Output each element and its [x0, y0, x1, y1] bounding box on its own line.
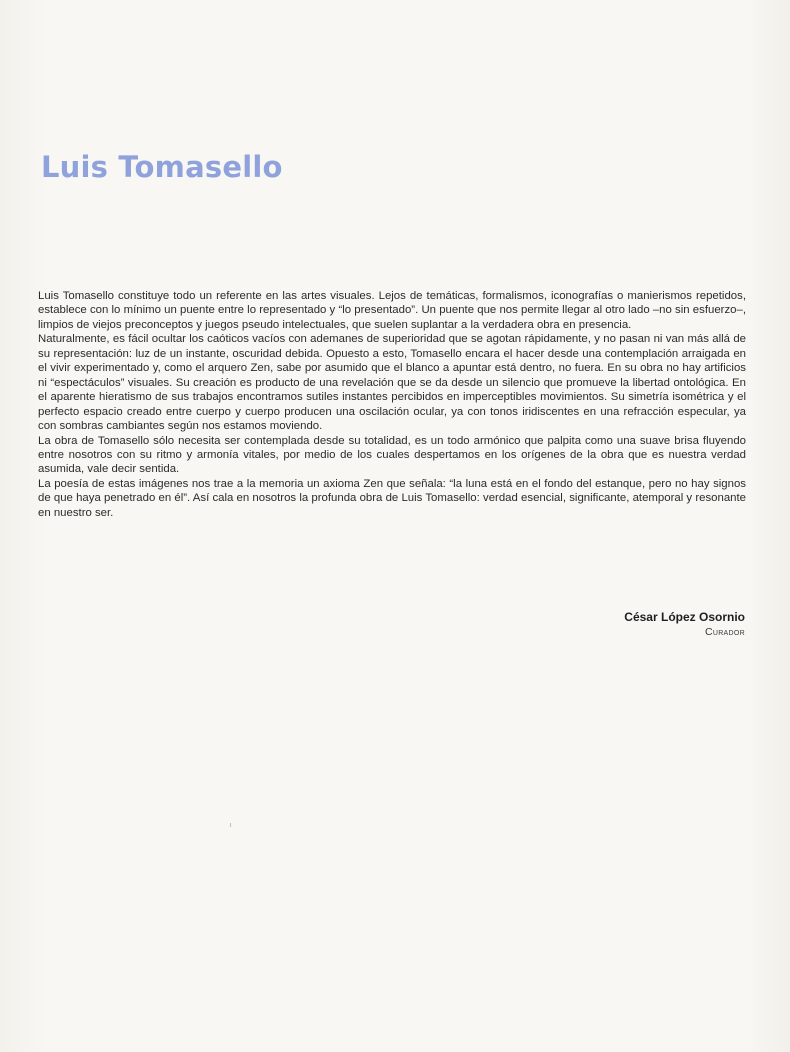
- paragraph: La obra de Tomasello sólo necesita ser contemplada desde su totalidad, es un todo armónico que palpita como una suave brisa fluyendo entre nosotros con su ritmo y armonía vitales, por medio de los cuales despertamos en los orígenes de la obra que es nuestra verdad asumida, vale decir sentida.: [38, 434, 746, 476]
- paragraph: La poesía de estas imágenes nos trae a la memoria un axioma Zen que señala: “la luna está en el fondo del estanque, pero no hay signos de que haya penetrado en él”. Así cala en nosotros la profunda obra de Luis Tomasello: verdad esencial, significante, atemporal y resonante en nuestro ser.: [38, 477, 746, 519]
- paragraph: Naturalmente, es fácil ocultar los caóticos vacíos con ademanes de superioridad que se agotan rápidamente, y no pasan ni van más allá de su representación: luz de un instante, oscuridad debida. Opuesto a esto, Tomasello encara el hacer desde una contemplación arraigada en el vivir experimentado y, como el arquero Zen, sabe por asumido que el blanco a apuntar está dentro, no fuera. En su obra no hay artificios ni “espectáculos” visuales. Su creación es producto de una revelación que se da desde un silencio que promueve la libertad ontológica. En el aparente hieratismo de sus trabajos encontramos sutiles instantes percibidos en imperceptibles movimientos. Su simetría isométrica y el perfecto espacio creado entre cuerpo y cuerpo producen una oscilación ocular, ya con tonos iridiscentes en una refracción especular, ya con sombras cambiantes según nos estamos moviendo.: [38, 333, 746, 433]
- article-body: [38, 289, 746, 520]
- paragraph: Luis Tomasello constituye todo un referente en las artes visuales. Lejos de temáticas, formalismos, iconografías o manierismos repetidos, establece con lo mínimo un puente entre lo representado y “lo presentado”. Un puente que nos permite llegar al otro lado –no sin esfuerzo–, limpios de viejos preconceptos y juegos pseudo intelectuales, que suelen suplantar a la verdadera obra en presencia.: [38, 290, 746, 331]
- author-name: César López Osornio: [624, 610, 745, 624]
- paper-speck: [230, 823, 231, 827]
- page-title: Luis Tomasello: [41, 150, 283, 184]
- signature-block: [624, 609, 745, 639]
- author-role: Curador: [704, 626, 745, 638]
